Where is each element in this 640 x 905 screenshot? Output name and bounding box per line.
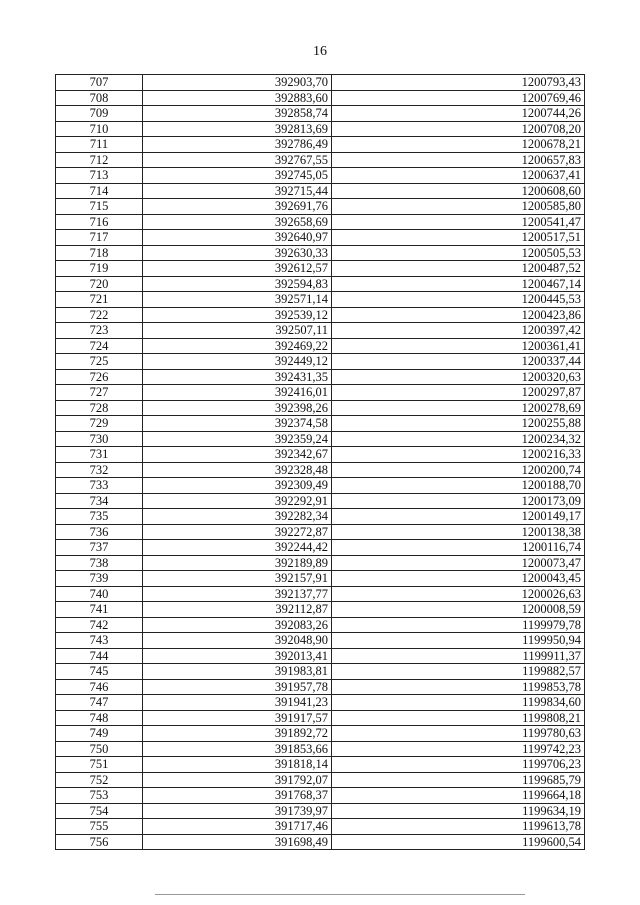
point-number-cell: 718 — [56, 245, 143, 261]
x-coordinate-cell: 391739,97 — [143, 803, 332, 819]
y-coordinate-cell: 1200678,21 — [332, 137, 585, 153]
x-coordinate-cell: 391957,78 — [143, 679, 332, 695]
table-row — [56, 354, 585, 370]
table-row — [56, 369, 585, 385]
x-coordinate-cell: 392539,12 — [143, 307, 332, 323]
x-coordinate-cell: 392282,34 — [143, 509, 332, 525]
point-number-cell: 754 — [56, 803, 143, 819]
y-coordinate-cell: 1200585,80 — [332, 199, 585, 215]
y-coordinate-cell: 1199882,57 — [332, 664, 585, 680]
point-number-cell: 742 — [56, 617, 143, 633]
table-row — [56, 323, 585, 339]
table-row — [56, 633, 585, 649]
point-number-cell: 719 — [56, 261, 143, 277]
table-row — [56, 803, 585, 819]
table-row — [56, 695, 585, 711]
y-coordinate-cell: 1200505,53 — [332, 245, 585, 261]
table-row — [56, 741, 585, 757]
table-row — [56, 788, 585, 804]
point-number-cell: 751 — [56, 757, 143, 773]
y-coordinate-cell: 1200423,86 — [332, 307, 585, 323]
table-row — [56, 90, 585, 106]
point-number-cell: 714 — [56, 183, 143, 199]
table-row — [56, 586, 585, 602]
y-coordinate-cell: 1200173,09 — [332, 493, 585, 509]
x-coordinate-cell: 392691,76 — [143, 199, 332, 215]
point-number-cell: 732 — [56, 462, 143, 478]
table-row — [56, 679, 585, 695]
x-coordinate-cell: 392342,67 — [143, 447, 332, 463]
table-row — [56, 168, 585, 184]
y-coordinate-cell: 1200116,74 — [332, 540, 585, 556]
point-number-cell: 715 — [56, 199, 143, 215]
table-row — [56, 772, 585, 788]
y-coordinate-cell: 1200278,69 — [332, 400, 585, 416]
y-coordinate-cell: 1199808,21 — [332, 710, 585, 726]
x-coordinate-cell: 392640,97 — [143, 230, 332, 246]
table-row — [56, 214, 585, 230]
table-row — [56, 183, 585, 199]
point-number-cell: 709 — [56, 106, 143, 122]
x-coordinate-cell: 392431,35 — [143, 369, 332, 385]
point-number-cell: 713 — [56, 168, 143, 184]
x-coordinate-cell: 392469,22 — [143, 338, 332, 354]
point-number-cell: 712 — [56, 152, 143, 168]
coordinates-table-body — [56, 75, 585, 850]
x-coordinate-cell: 392292,91 — [143, 493, 332, 509]
point-number-cell: 717 — [56, 230, 143, 246]
x-coordinate-cell: 392189,89 — [143, 555, 332, 571]
y-coordinate-cell: 1200149,17 — [332, 509, 585, 525]
table-row — [56, 710, 585, 726]
point-number-cell: 720 — [56, 276, 143, 292]
x-coordinate-cell: 392786,49 — [143, 137, 332, 153]
y-coordinate-cell: 1199600,54 — [332, 834, 585, 850]
table-row — [56, 648, 585, 664]
y-coordinate-cell: 1200769,46 — [332, 90, 585, 106]
point-number-cell: 716 — [56, 214, 143, 230]
y-coordinate-cell: 1200026,63 — [332, 586, 585, 602]
table-row — [56, 276, 585, 292]
y-coordinate-cell: 1199613,78 — [332, 819, 585, 835]
x-coordinate-cell: 392594,83 — [143, 276, 332, 292]
y-coordinate-cell: 1200043,45 — [332, 571, 585, 587]
table-row — [56, 307, 585, 323]
point-number-cell: 735 — [56, 509, 143, 525]
table-row — [56, 292, 585, 308]
point-number-cell: 749 — [56, 726, 143, 742]
y-coordinate-cell: 1199950,94 — [332, 633, 585, 649]
table-row — [56, 416, 585, 432]
y-coordinate-cell: 1200608,60 — [332, 183, 585, 199]
table-row — [56, 431, 585, 447]
table-row — [56, 400, 585, 416]
table-row — [56, 137, 585, 153]
y-coordinate-cell: 1199979,78 — [332, 617, 585, 633]
coordinates-table — [55, 74, 585, 850]
y-coordinate-cell: 1200361,41 — [332, 338, 585, 354]
x-coordinate-cell: 392272,87 — [143, 524, 332, 540]
point-number-cell: 723 — [56, 323, 143, 339]
point-number-cell: 750 — [56, 741, 143, 757]
point-number-cell: 747 — [56, 695, 143, 711]
table-row — [56, 261, 585, 277]
table-row — [56, 834, 585, 850]
point-number-cell: 710 — [56, 121, 143, 137]
y-coordinate-cell: 1199853,78 — [332, 679, 585, 695]
x-coordinate-cell: 391717,46 — [143, 819, 332, 835]
x-coordinate-cell: 392048,90 — [143, 633, 332, 649]
y-coordinate-cell: 1200657,83 — [332, 152, 585, 168]
x-coordinate-cell: 392309,49 — [143, 478, 332, 494]
table-row — [56, 819, 585, 835]
point-number-cell: 743 — [56, 633, 143, 649]
x-coordinate-cell: 392571,14 — [143, 292, 332, 308]
x-coordinate-cell: 391818,14 — [143, 757, 332, 773]
y-coordinate-cell: 1200793,43 — [332, 75, 585, 91]
x-coordinate-cell: 391768,37 — [143, 788, 332, 804]
point-number-cell: 740 — [56, 586, 143, 602]
table-row — [56, 199, 585, 215]
scan-edge-line — [155, 894, 525, 895]
point-number-cell: 748 — [56, 710, 143, 726]
table-row — [56, 478, 585, 494]
y-coordinate-cell: 1200541,47 — [332, 214, 585, 230]
x-coordinate-cell: 392449,12 — [143, 354, 332, 370]
y-coordinate-cell: 1200008,59 — [332, 602, 585, 618]
y-coordinate-cell: 1200138,38 — [332, 524, 585, 540]
point-number-cell: 727 — [56, 385, 143, 401]
x-coordinate-cell: 392883,60 — [143, 90, 332, 106]
x-coordinate-cell: 392374,58 — [143, 416, 332, 432]
point-number-cell: 707 — [56, 75, 143, 91]
point-number-cell: 734 — [56, 493, 143, 509]
page-number: 16 — [313, 44, 327, 59]
x-coordinate-cell: 392630,33 — [143, 245, 332, 261]
table-row — [56, 524, 585, 540]
y-coordinate-cell: 1200297,87 — [332, 385, 585, 401]
point-number-cell: 738 — [56, 555, 143, 571]
y-coordinate-cell: 1200517,51 — [332, 230, 585, 246]
point-number-cell: 755 — [56, 819, 143, 835]
table-row — [56, 509, 585, 525]
table-row — [56, 664, 585, 680]
table-row — [56, 75, 585, 91]
table-row — [56, 245, 585, 261]
x-coordinate-cell: 392658,69 — [143, 214, 332, 230]
table-row — [56, 757, 585, 773]
x-coordinate-cell: 392903,70 — [143, 75, 332, 91]
y-coordinate-cell: 1200188,70 — [332, 478, 585, 494]
y-coordinate-cell: 1200487,52 — [332, 261, 585, 277]
x-coordinate-cell: 391941,23 — [143, 695, 332, 711]
y-coordinate-cell: 1199742,23 — [332, 741, 585, 757]
x-coordinate-cell: 392813,69 — [143, 121, 332, 137]
y-coordinate-cell: 1199685,79 — [332, 772, 585, 788]
x-coordinate-cell: 392137,77 — [143, 586, 332, 602]
x-coordinate-cell: 392715,44 — [143, 183, 332, 199]
table-row — [56, 338, 585, 354]
y-coordinate-cell: 1200637,41 — [332, 168, 585, 184]
point-number-cell: 731 — [56, 447, 143, 463]
table-row — [56, 493, 585, 509]
table-row — [56, 385, 585, 401]
x-coordinate-cell: 391917,57 — [143, 710, 332, 726]
y-coordinate-cell: 1200255,88 — [332, 416, 585, 432]
y-coordinate-cell: 1199634,19 — [332, 803, 585, 819]
table-row — [56, 726, 585, 742]
point-number-cell: 752 — [56, 772, 143, 788]
table-row — [56, 121, 585, 137]
point-number-cell: 729 — [56, 416, 143, 432]
point-number-cell: 728 — [56, 400, 143, 416]
x-coordinate-cell: 392244,42 — [143, 540, 332, 556]
table-row — [56, 106, 585, 122]
y-coordinate-cell: 1200216,33 — [332, 447, 585, 463]
y-coordinate-cell: 1199834,60 — [332, 695, 585, 711]
point-number-cell: 721 — [56, 292, 143, 308]
point-number-cell: 726 — [56, 369, 143, 385]
y-coordinate-cell: 1200200,74 — [332, 462, 585, 478]
point-number-cell: 741 — [56, 602, 143, 618]
x-coordinate-cell: 392507,11 — [143, 323, 332, 339]
point-number-cell: 746 — [56, 679, 143, 695]
y-coordinate-cell: 1199664,18 — [332, 788, 585, 804]
x-coordinate-cell: 391698,49 — [143, 834, 332, 850]
table-row — [56, 462, 585, 478]
point-number-cell: 708 — [56, 90, 143, 106]
table-row — [56, 571, 585, 587]
x-coordinate-cell: 392416,01 — [143, 385, 332, 401]
y-coordinate-cell: 1199706,23 — [332, 757, 585, 773]
point-number-cell: 722 — [56, 307, 143, 323]
x-coordinate-cell: 391792,07 — [143, 772, 332, 788]
y-coordinate-cell: 1200708,20 — [332, 121, 585, 137]
x-coordinate-cell: 392767,55 — [143, 152, 332, 168]
point-number-cell: 711 — [56, 137, 143, 153]
point-number-cell: 730 — [56, 431, 143, 447]
x-coordinate-cell: 391983,81 — [143, 664, 332, 680]
y-coordinate-cell: 1199911,37 — [332, 648, 585, 664]
y-coordinate-cell: 1200467,14 — [332, 276, 585, 292]
table-row — [56, 152, 585, 168]
y-coordinate-cell: 1200234,32 — [332, 431, 585, 447]
table-row — [56, 540, 585, 556]
x-coordinate-cell: 392398,26 — [143, 400, 332, 416]
y-coordinate-cell: 1200320,63 — [332, 369, 585, 385]
x-coordinate-cell: 392359,24 — [143, 431, 332, 447]
table-row — [56, 555, 585, 571]
point-number-cell: 733 — [56, 478, 143, 494]
point-number-cell: 753 — [56, 788, 143, 804]
point-number-cell: 725 — [56, 354, 143, 370]
y-coordinate-cell: 1200397,42 — [332, 323, 585, 339]
x-coordinate-cell: 392328,48 — [143, 462, 332, 478]
x-coordinate-cell: 392112,87 — [143, 602, 332, 618]
point-number-cell: 736 — [56, 524, 143, 540]
x-coordinate-cell: 391892,72 — [143, 726, 332, 742]
point-number-cell: 739 — [56, 571, 143, 587]
x-coordinate-cell: 392858,74 — [143, 106, 332, 122]
x-coordinate-cell: 391853,66 — [143, 741, 332, 757]
point-number-cell: 737 — [56, 540, 143, 556]
x-coordinate-cell: 392612,57 — [143, 261, 332, 277]
y-coordinate-cell: 1200445,53 — [332, 292, 585, 308]
y-coordinate-cell: 1200337,44 — [332, 354, 585, 370]
point-number-cell: 724 — [56, 338, 143, 354]
table-row — [56, 617, 585, 633]
y-coordinate-cell: 1200073,47 — [332, 555, 585, 571]
y-coordinate-cell: 1200744,26 — [332, 106, 585, 122]
point-number-cell: 744 — [56, 648, 143, 664]
table-row — [56, 602, 585, 618]
point-number-cell: 756 — [56, 834, 143, 850]
point-number-cell: 745 — [56, 664, 143, 680]
table-row — [56, 447, 585, 463]
table-row — [56, 230, 585, 246]
x-coordinate-cell: 392083,26 — [143, 617, 332, 633]
x-coordinate-cell: 392745,05 — [143, 168, 332, 184]
x-coordinate-cell: 392157,91 — [143, 571, 332, 587]
x-coordinate-cell: 392013,41 — [143, 648, 332, 664]
y-coordinate-cell: 1199780,63 — [332, 726, 585, 742]
